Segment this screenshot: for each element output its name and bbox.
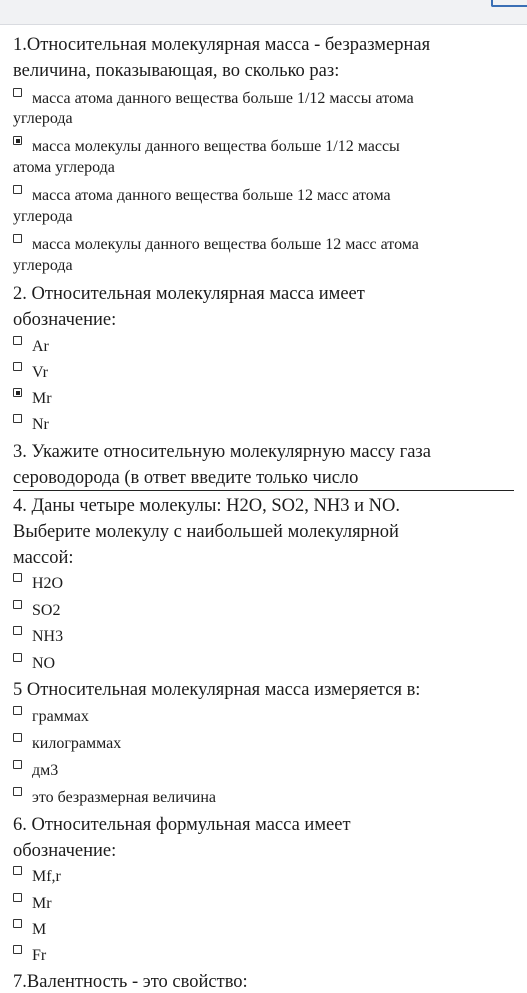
question-2-text-line-1: 2. Относительная молекулярная масса имеет bbox=[13, 284, 365, 304]
q5-option-dm3[interactable]: дм3 bbox=[13, 760, 58, 781]
checkbox-checked[interactable] bbox=[13, 136, 22, 145]
checkbox[interactable] bbox=[13, 919, 22, 928]
q1-option-4[interactable]: масса молекулы данного вещества больше 12 масс атома bbox=[13, 234, 419, 255]
question-4-text-line-1: 4. Даны четыре молекулы: H2O, SO2, NH3 и NO. bbox=[13, 496, 400, 516]
q4-option-so2[interactable]: SO2 bbox=[13, 600, 60, 621]
checkbox[interactable] bbox=[13, 706, 22, 715]
checkbox[interactable] bbox=[13, 893, 22, 902]
q5-option-kilograms[interactable]: килограммах bbox=[13, 733, 121, 754]
checkbox[interactable] bbox=[13, 866, 22, 875]
question-6-text-line-1: 6. Относительная формульная масса имеет bbox=[13, 815, 351, 835]
q1-option-3-wrap: углерода bbox=[13, 208, 73, 225]
q5-option-grams[interactable]: граммах bbox=[13, 706, 89, 727]
crop-divider-line bbox=[13, 490, 514, 491]
q2-option-mr[interactable]: Mr bbox=[13, 388, 52, 409]
q4-option-h2o[interactable]: H2O bbox=[13, 573, 63, 594]
question-3-text-line-1: 3. Укажите относительную молекулярную массу газа bbox=[13, 442, 431, 462]
checkbox[interactable] bbox=[13, 573, 22, 582]
top-toolbar bbox=[0, 0, 527, 25]
question-5-text-line-1: 5 Относительная молекулярная масса измеряется в: bbox=[13, 680, 421, 700]
question-1-text-line-2: величина, показывающая, во сколько раз: bbox=[13, 61, 340, 81]
q2-option-nr[interactable]: Nr bbox=[13, 414, 49, 435]
question-4-text-line-3: массой: bbox=[13, 548, 74, 568]
q6-option-mr[interactable]: Mr bbox=[13, 893, 52, 914]
q6-option-fr[interactable]: Fr bbox=[13, 945, 46, 966]
q1-option-3[interactable]: масса атома данного вещества больше 12 масс атома bbox=[13, 185, 391, 206]
q4-option-nh3[interactable]: NH3 bbox=[13, 626, 63, 647]
question-2-text-line-2: обозначение: bbox=[13, 310, 117, 330]
q1-option-2[interactable]: масса молекулы данного вещества больше 1/12 массы bbox=[13, 136, 400, 157]
checkbox[interactable] bbox=[13, 653, 22, 662]
checkbox[interactable] bbox=[13, 733, 22, 742]
question-1-text-line-1: 1.Относительная молекулярная масса - безразмерная bbox=[13, 35, 431, 55]
checkbox[interactable] bbox=[13, 88, 22, 97]
q4-option-no[interactable]: NO bbox=[13, 653, 55, 674]
q6-option-mfr[interactable]: Mf,r bbox=[13, 866, 61, 887]
q2-option-ar[interactable]: Ar bbox=[13, 336, 49, 357]
q1-option-4-wrap: углерода bbox=[13, 257, 73, 274]
checkbox[interactable] bbox=[13, 626, 22, 635]
checkbox[interactable] bbox=[13, 234, 22, 243]
checkbox-checked[interactable] bbox=[13, 388, 22, 397]
q1-option-2-wrap: атома углерода bbox=[13, 159, 115, 176]
checkbox[interactable] bbox=[13, 945, 22, 954]
q5-option-dimensionless[interactable]: это безразмерная величина bbox=[13, 787, 216, 808]
q2-option-vr[interactable]: Vr bbox=[13, 362, 48, 383]
checkbox[interactable] bbox=[13, 336, 22, 345]
checkbox[interactable] bbox=[13, 600, 22, 609]
question-4-text-line-2: Выберите молекулу с наибольшей молекулярной bbox=[13, 522, 399, 542]
checkbox[interactable] bbox=[13, 787, 22, 796]
question-3-text-line-2: сероводорода (в ответ введите только число bbox=[13, 468, 359, 488]
q1-option-1-wrap: углерода bbox=[13, 110, 73, 127]
question-6-text-line-2: обозначение: bbox=[13, 841, 117, 861]
q1-option-1[interactable]: масса атома данного вещества больше 1/12 массы атома bbox=[13, 88, 414, 109]
checkbox[interactable] bbox=[13, 760, 22, 769]
q6-option-m[interactable]: M bbox=[13, 919, 46, 940]
checkbox[interactable] bbox=[13, 185, 22, 194]
checkbox[interactable] bbox=[13, 414, 22, 423]
question-7-text-line-1: 7.Валентность - это свойство: bbox=[13, 972, 248, 992]
checkbox[interactable] bbox=[13, 362, 22, 371]
corner-frame-edge bbox=[491, 0, 527, 7]
